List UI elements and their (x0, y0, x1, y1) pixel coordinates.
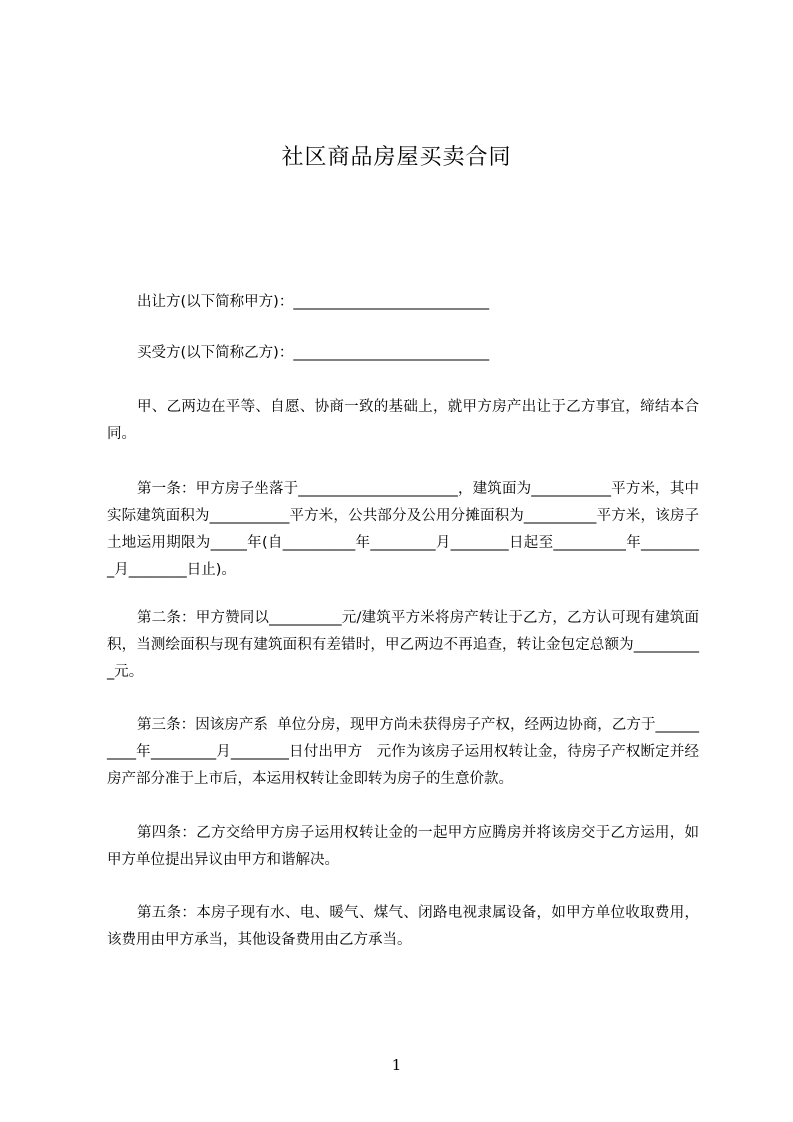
document-title: 社区商品房屋买卖合同 (281, 145, 512, 170)
preamble-paragraph: 甲、乙两边在平等、自愿、协商一致的基础上，就甲方房产出让于乙方事宜，缔结本合同。 (107, 399, 699, 442)
article-2: 第二条：甲方赞同以__________元/建筑平方米将房产转让于乙方，乙方认可现有建筑面积，当测绘面积与现有建筑面积有差错时，甲乙两边不再追查，转让金包定总额为__________元。 (107, 610, 699, 680)
article-1: 第一条：甲方房子坐落于______________________，建筑面为___________平方米，其中实际建筑面积为___________平方米，公共部分及公用分摊面积为__________平方米，该房子土地运用期限为_____年(自__________年_________月________日起至__________年_________月________日止)。 (107, 481, 699, 578)
buyer-party-line: 买受方(以下简称乙方)：___________________________ (137, 345, 490, 361)
article-5: 第五条：本房子现有水、电、暖气、煤气、闭路电视隶属设备，如甲方单位收取费用，该费用由甲方承当，其他设备费用由乙方承当。 (107, 905, 699, 948)
article-3: 第三条：因该房产系 单位分房，现甲方尚未获得房子产权，经两边协商，乙方于__________年_________月________日付出甲方 元作为该房子运用权转让金，待房子产权断定并经房产部分准于上市后，本运用权转让金即转为房子的生意价款。 (107, 717, 699, 787)
page-number: 1 (391, 1056, 402, 1074)
seller-party-line: 出让方(以下简称甲方)：___________________________ (137, 294, 490, 310)
article-4: 第四条：乙方交给甲方房子运用权转让金的一起甲方应腾房并将该房交于乙方运用，如甲方单位提出异议由甲方和谐解决。 (107, 825, 699, 868)
